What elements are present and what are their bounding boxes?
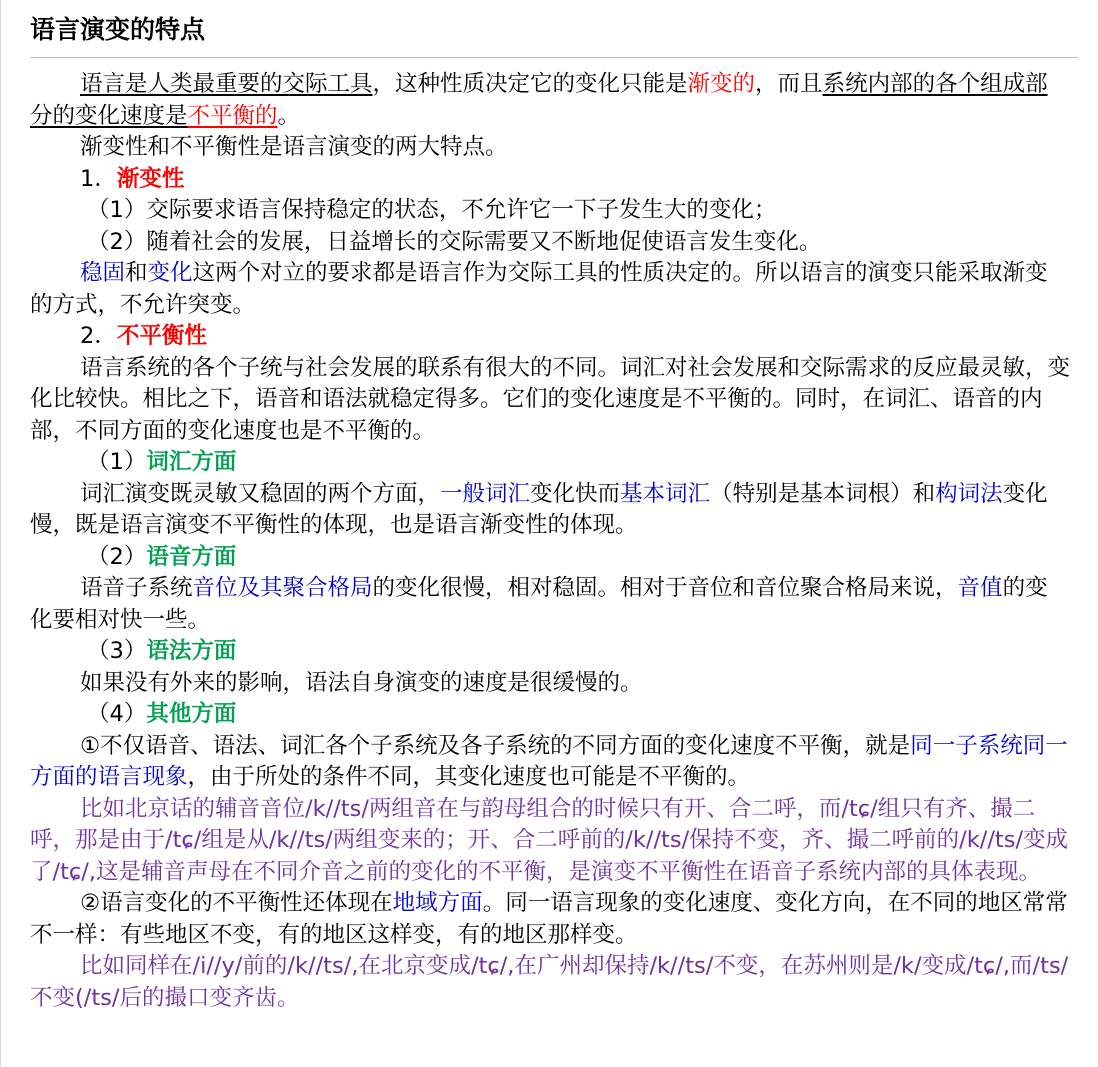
text-run: 变化快而 bbox=[530, 480, 621, 507]
text-run: ，由于所处的条件不同，其变化速度也可能是不平衡的。 bbox=[187, 764, 751, 790]
title-divider bbox=[30, 57, 1078, 58]
term-general-vocabulary: 一般词汇 bbox=[440, 480, 531, 507]
other-point-1 bbox=[30, 731, 1070, 794]
regional-example: 比如同样在/i//y/前的/k//ts/,在北京变成/tɕ/,在广州却保持/k//ts/不变，在苏州则是/k/变成/tɕ/,而/ts/不变(/ts/后的撮口变齐齿。 bbox=[30, 953, 1069, 1011]
vocabulary-paragraph bbox=[30, 479, 1070, 542]
term-phonetic-value: 音值 bbox=[957, 575, 1003, 601]
highlight-gradual: 渐变的 bbox=[687, 71, 756, 97]
term-phoneme-pattern: 音位及其聚合格局 bbox=[192, 575, 373, 601]
page-title: 语言演变的特点 bbox=[30, 15, 206, 44]
article-body bbox=[30, 69, 1070, 1014]
text-run: 语音子系统 bbox=[80, 575, 193, 601]
text-run: ②语言变化的不平衡性还体现在 bbox=[80, 890, 393, 916]
subheading-label: 其他方面 bbox=[146, 701, 237, 727]
text-run: ①不仅语音、语法、词汇各个子系统及各子系统的不同方面的变化速度不平衡，就是 bbox=[80, 732, 911, 759]
heading-label: 不平衡性 bbox=[116, 323, 207, 349]
grammar-paragraph: 如果没有外来的影响，语法自身演变的速度是很缓慢的。 bbox=[80, 669, 643, 696]
subheading-number: （1） bbox=[87, 449, 147, 475]
stability-paragraph bbox=[30, 258, 1070, 321]
gradual-point-2: （2）随着社会的发展，日益增长的交际需要又不断地促使语言发生变化。 bbox=[87, 228, 822, 255]
underlined-phrase: 语言是人类最重要的交际工具 bbox=[80, 71, 373, 97]
heading-number: 1． bbox=[80, 165, 117, 192]
term-same-phenomenon: 同一子系统同一方面的语言现象 bbox=[30, 732, 1068, 790]
term-stable: 稳固 bbox=[80, 260, 126, 286]
subheading-other bbox=[30, 699, 1070, 731]
other-point-2 bbox=[30, 888, 1070, 951]
underlined-phrase: 系统内部的各个组成部分的变化速度是 bbox=[30, 71, 1048, 129]
subheading-label: 词汇方面 bbox=[146, 449, 237, 475]
text-run: 的变化很慢，相对稳固。相对于音位和音位聚合格局来说， bbox=[372, 575, 958, 601]
text-run: 。 bbox=[277, 102, 301, 129]
subheading-grammar bbox=[30, 636, 1070, 668]
page-left-border bbox=[0, 0, 1, 1067]
text-run: ，这种性质决定它的变化只能是 bbox=[372, 71, 688, 97]
term-change: 变化 bbox=[147, 260, 193, 286]
intro-paragraph bbox=[30, 69, 1070, 132]
text-run: 变化慢，既是语言演变不平衡性的体现，也是语言渐变性的体现。 bbox=[30, 480, 1048, 538]
text-run: 词汇演变既灵敏又稳固的两个方面， bbox=[80, 480, 441, 507]
highlight-unbalanced: 不平衡的 bbox=[187, 102, 278, 129]
beijing-example: 比如北京话的辅音音位/k//ts/两组音在与韵母组合的时候只有开、合二呼，而/tɕ/组只有齐、撮二呼，那是由于/tɕ/组是从/k//ts/两组变来的；开、合二呼前的/k//ts/保持不变，齐、撮二呼前的/k//ts/变成了/tɕ/,这是辅音声母在不同介音之前的变化的不平衡，是演变不平衡性在语音子系统内部的具体表现。 bbox=[30, 795, 1069, 885]
text-run: 的变化要相对快一些。 bbox=[30, 575, 1048, 633]
text-run: 。同一语言现象的变化速度、变化方向，在不同的地区常常不一样：有些地区不变，有的地区这样变，有的地区那样变。 bbox=[30, 890, 1068, 948]
heading-unbalanced bbox=[30, 321, 1070, 353]
term-word-formation: 构词法 bbox=[935, 480, 1003, 507]
subheading-number: （2） bbox=[87, 543, 147, 570]
term-basic-vocabulary: 基本词汇 bbox=[620, 480, 711, 507]
subheading-number: （4） bbox=[87, 701, 147, 727]
subsystem-paragraph: 语言系统的各个子统与社会发展的联系有很大的不同。词汇对社会发展和交际需求的反应最灵敏，变化比较快。相比之下，语音和语法就稳定得多。它们的变化速度是不平衡的。同时，在词汇、语音的内部，不同方面的变化速度也是不平衡的。 bbox=[30, 354, 1071, 444]
text-run: 和 bbox=[125, 260, 148, 286]
heading-gradual bbox=[30, 164, 1070, 196]
summary-paragraph: 渐变性和不平衡性是语言演变的两大特点。 bbox=[80, 134, 508, 160]
heading-number: 2． bbox=[80, 323, 117, 349]
subheading-vocabulary bbox=[30, 447, 1070, 479]
heading-label: 渐变性 bbox=[116, 165, 185, 192]
subheading-number: （3） bbox=[87, 638, 147, 664]
term-regional: 地域方面 bbox=[392, 890, 483, 916]
text-run: 这两个对立的要求都是语言作为交际工具的性质决定的。所以语言的演变只能采取渐变的方式，不允许突变。 bbox=[30, 260, 1048, 318]
gradual-point-1: （1）交际要求语言保持稳定的状态，不允许它一下子发生大的变化； bbox=[87, 197, 777, 223]
subheading-phonetics bbox=[30, 542, 1070, 574]
phonetics-paragraph bbox=[30, 573, 1070, 636]
text-run: （特别是基本词根）和 bbox=[710, 480, 936, 507]
subheading-label: 语法方面 bbox=[146, 638, 237, 664]
subheading-label: 语音方面 bbox=[146, 543, 237, 570]
text-run: ，而且 bbox=[755, 71, 823, 97]
